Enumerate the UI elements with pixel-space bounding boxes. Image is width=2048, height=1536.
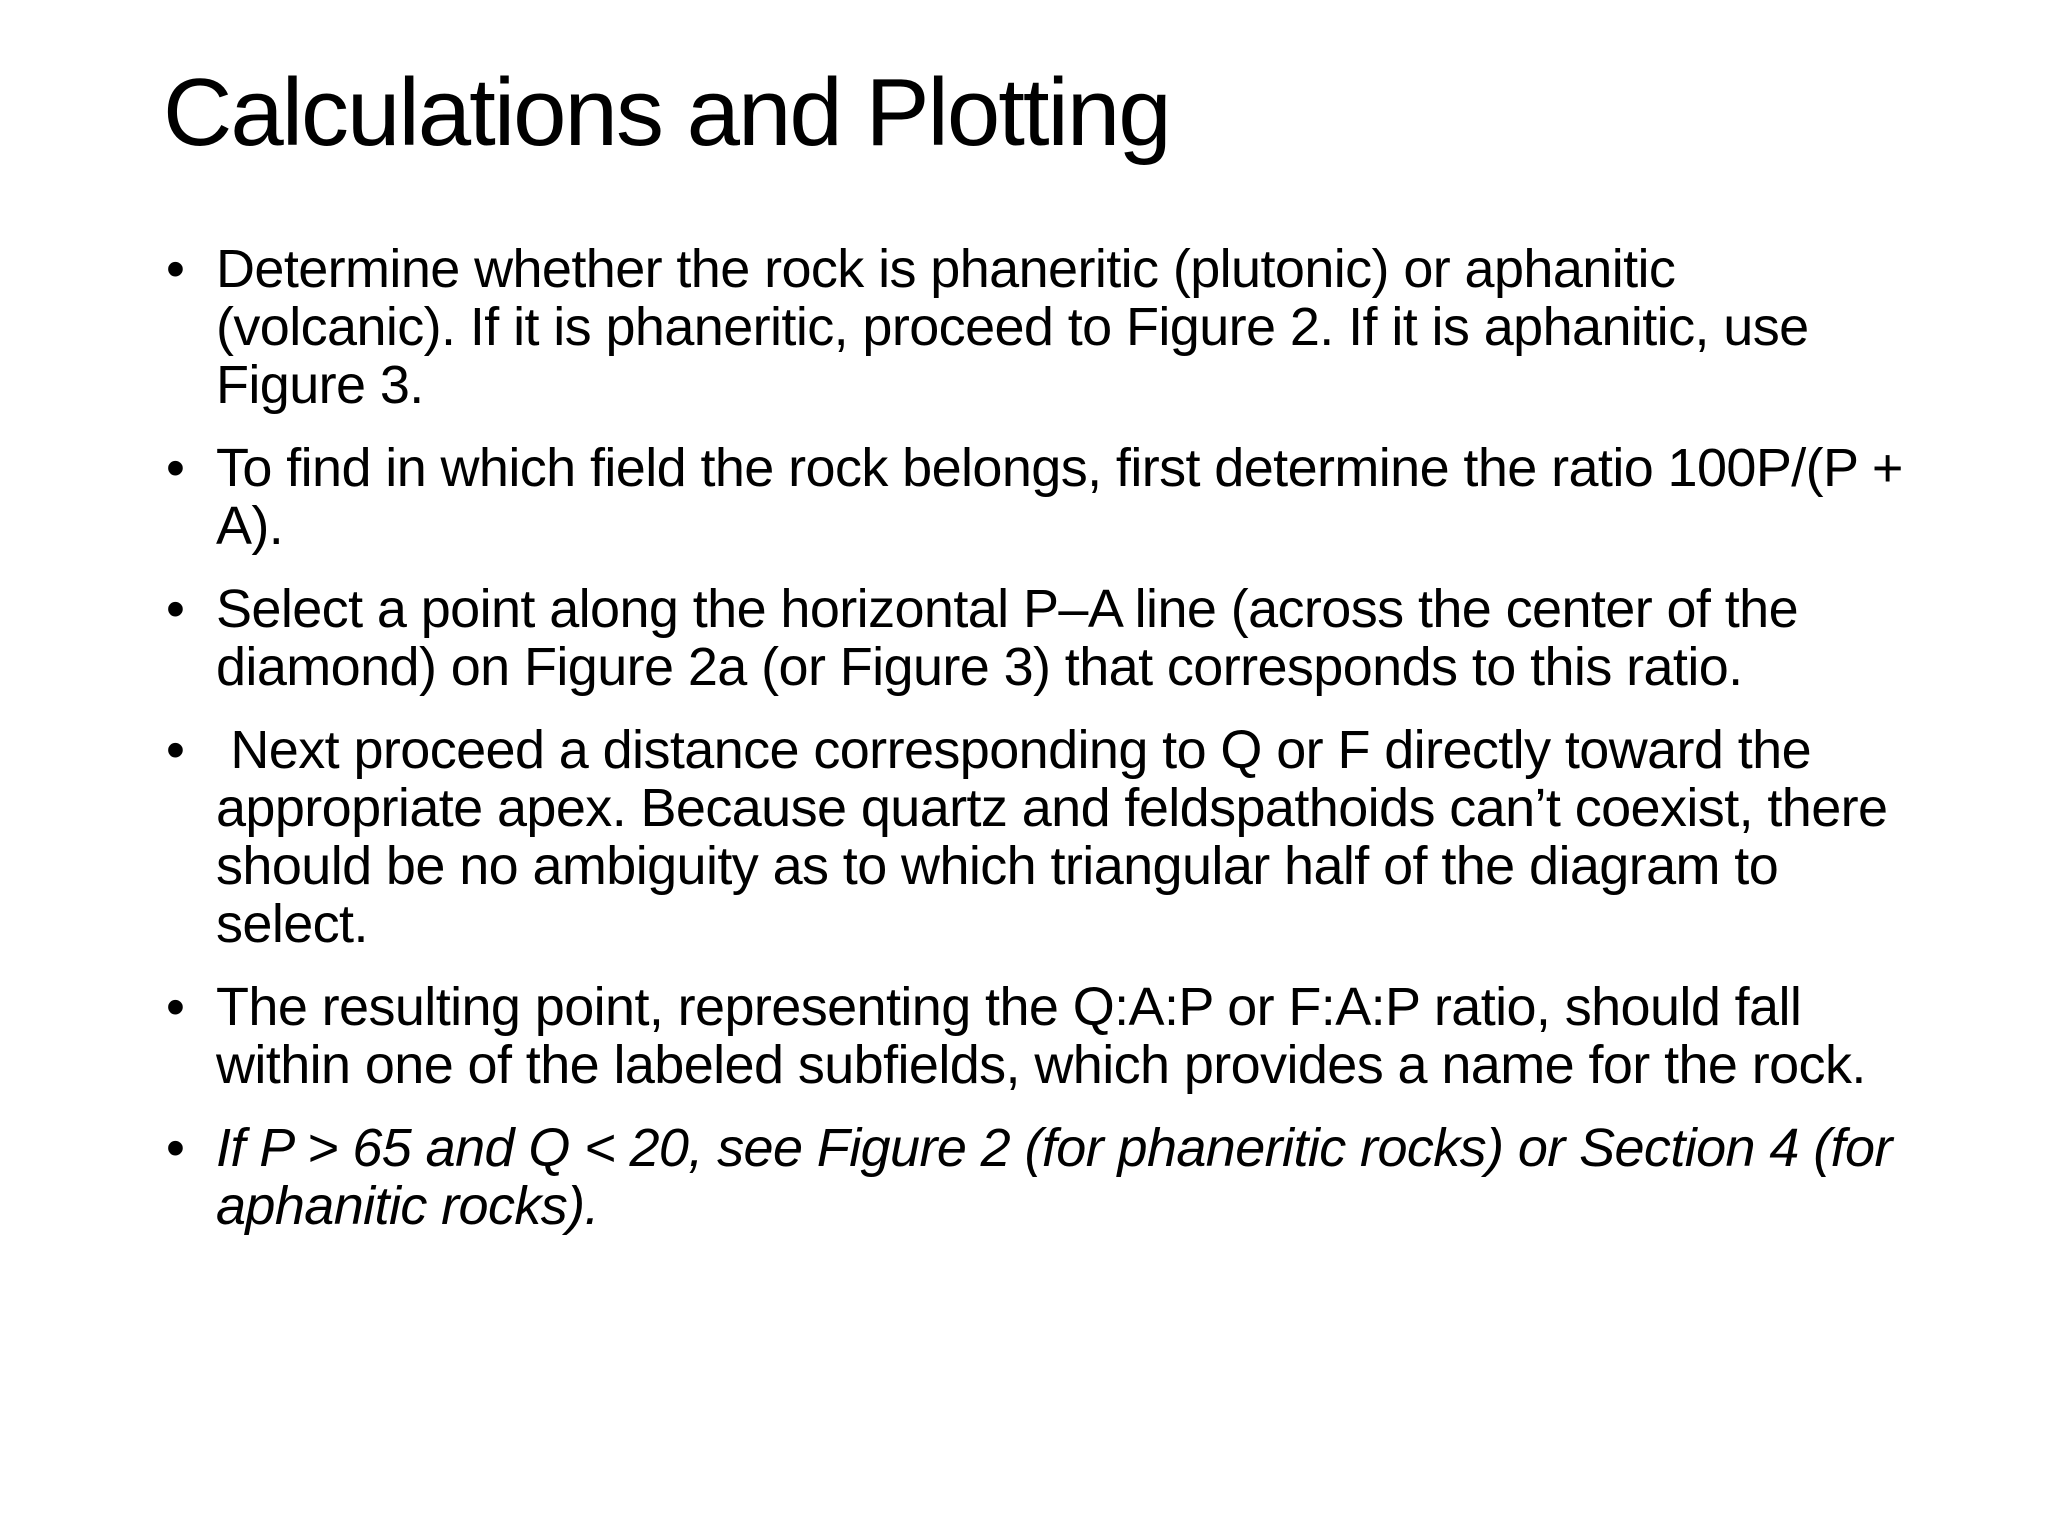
bullet-marker: • xyxy=(166,438,185,498)
bullet-marker: • xyxy=(166,579,185,639)
bullet-marker: • xyxy=(166,977,185,1037)
bullet-marker: • xyxy=(166,239,185,299)
bullet-text: Next proceed a distance corresponding to Q or F directly toward the appropriate apex. Because quartz and feldspathoids can’t coexist, there should be no ambiguity as to which triangular half of the diagram to select. xyxy=(216,720,1902,954)
bullet-item-2 xyxy=(163,439,1903,555)
bullet-text: Determine whether the rock is phaneritic (plutonic) or aphanitic (volcanic). If it is phaneritic, proceed to Figure 2. If it is aphanitic, use Figure 3. xyxy=(216,239,1809,415)
bullet-text: If P > 65 and Q < 20, see Figure 2 (for phaneritic rocks) or Section 4 (for aphanitic rocks). xyxy=(216,1118,1892,1236)
slide-title: Calculations and Plotting xyxy=(163,59,1170,166)
bullet-list xyxy=(163,240,1903,1260)
bullet-item-1 xyxy=(163,240,1903,414)
bullet-marker: • xyxy=(166,720,185,780)
bullet-text: To find in which field the rock belongs, first determine the ratio 100P/(P + A). xyxy=(216,438,1903,556)
bullet-marker: • xyxy=(166,1118,185,1178)
bullet-item-5 xyxy=(163,978,1903,1094)
bullet-item-3 xyxy=(163,580,1903,696)
bullet-item-4 xyxy=(163,721,1903,953)
bullet-item-6 xyxy=(163,1119,1903,1235)
bullet-text: Select a point along the horizontal P–A line (across the center of the diamond) on Figure 2a (or Figure 3) that corresponds to this ratio. xyxy=(216,579,1799,697)
bullet-text: The resulting point, representing the Q:A:P or F:A:P ratio, should fall within one of the labeled subfields, which provides a name for the rock. xyxy=(216,977,1866,1095)
